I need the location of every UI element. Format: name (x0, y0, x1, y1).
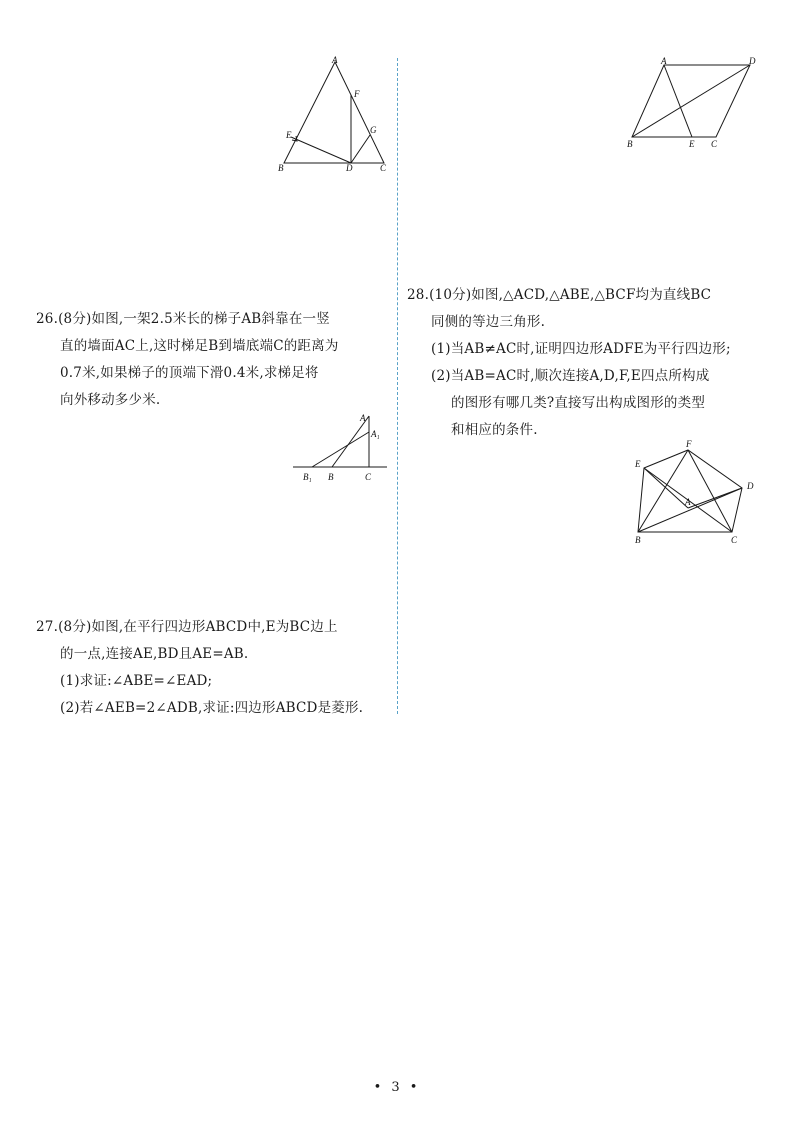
problem-28-line-1: 28.(10分)如图,△ACD,△ABE,△BCF均为直线BC (407, 287, 712, 303)
figure-problem-26 (290, 410, 390, 485)
label-a1: A₁ (371, 429, 380, 439)
problem-27-line-3: (1)求证:∠ABE=∠EAD; (60, 673, 213, 689)
problem-28-line-6: 和相应的条件. (451, 422, 538, 438)
problem-26 (36, 306, 339, 414)
segment-ea (644, 468, 688, 508)
label-b: B (635, 535, 641, 545)
problem-28-line-2: 同侧的等边三角形. (431, 314, 546, 330)
label-a: A (661, 56, 667, 66)
problem-27-line-4: (2)若∠AEB=2∠ADB,求证:四边形ABCD是菱形. (60, 700, 364, 716)
problem-26-line-1: 26.(8分)如图,一架2.5米长的梯子AB斜靠在一竖 (36, 311, 330, 327)
label-a: A (685, 497, 691, 507)
label-c: C (380, 163, 387, 173)
segment-ad (688, 488, 742, 508)
problem-27 (36, 614, 363, 722)
label-g: G (370, 125, 377, 135)
segment-gd (351, 135, 370, 163)
figure-problem-27 (622, 55, 762, 155)
segment-fc (688, 450, 732, 532)
figure-problem-25 (270, 52, 400, 182)
label-f: F (686, 439, 692, 449)
label-c: C (711, 139, 718, 149)
label-f: F (354, 89, 360, 99)
label-e: E (635, 459, 641, 469)
segment-fb (638, 450, 688, 532)
label-b: B (627, 139, 633, 149)
label-b: B (278, 163, 284, 173)
problem-28-line-5: 的图形有哪几类?直接写出构成图形的类型 (451, 395, 706, 411)
label-c: C (365, 472, 372, 482)
label-b1: B₁ (303, 472, 312, 482)
problem-28 (407, 282, 731, 444)
label-d: D (346, 163, 353, 173)
label-c: C (731, 535, 738, 545)
segment-bd (632, 65, 750, 137)
ladder-a1b1 (312, 432, 369, 467)
segment-ae (664, 65, 692, 137)
problem-26-line-3: 0.7米,如果梯子的顶端下滑0.4米,求梯足将 (60, 365, 319, 381)
problem-28-line-4: (2)当AB=AC时,顺次连接A,D,F,E四点所构成 (431, 368, 710, 384)
label-d: D (747, 481, 754, 491)
ladder-ab (332, 416, 369, 467)
outer-polygon (638, 450, 742, 532)
problem-26-line-4: 向外移动多少米. (60, 392, 161, 408)
page-number: • 3 • (373, 1080, 421, 1095)
segment-db (638, 488, 742, 532)
label-b: B (328, 472, 334, 482)
segment-ed (291, 137, 351, 163)
figure-problem-28 (630, 436, 760, 548)
triangle-abc (284, 62, 384, 163)
problem-26-line-2: 直的墙面AC上,这时梯足B到墙底端C的距离为 (60, 338, 339, 354)
label-d: D (749, 56, 756, 66)
problem-27-line-2: 的一点,连接AE,BD且AE=AB. (60, 646, 249, 662)
label-a: A (360, 413, 366, 423)
problem-28-line-3: (1)当AB≠AC时,证明四边形ADFE为平行四边形; (431, 341, 731, 357)
label-e: E (286, 130, 292, 140)
label-e: E (689, 139, 695, 149)
problem-27-line-1: 27.(8分)如图,在平行四边形ABCD中,E为BC边上 (36, 619, 338, 635)
label-a: A (332, 55, 338, 65)
